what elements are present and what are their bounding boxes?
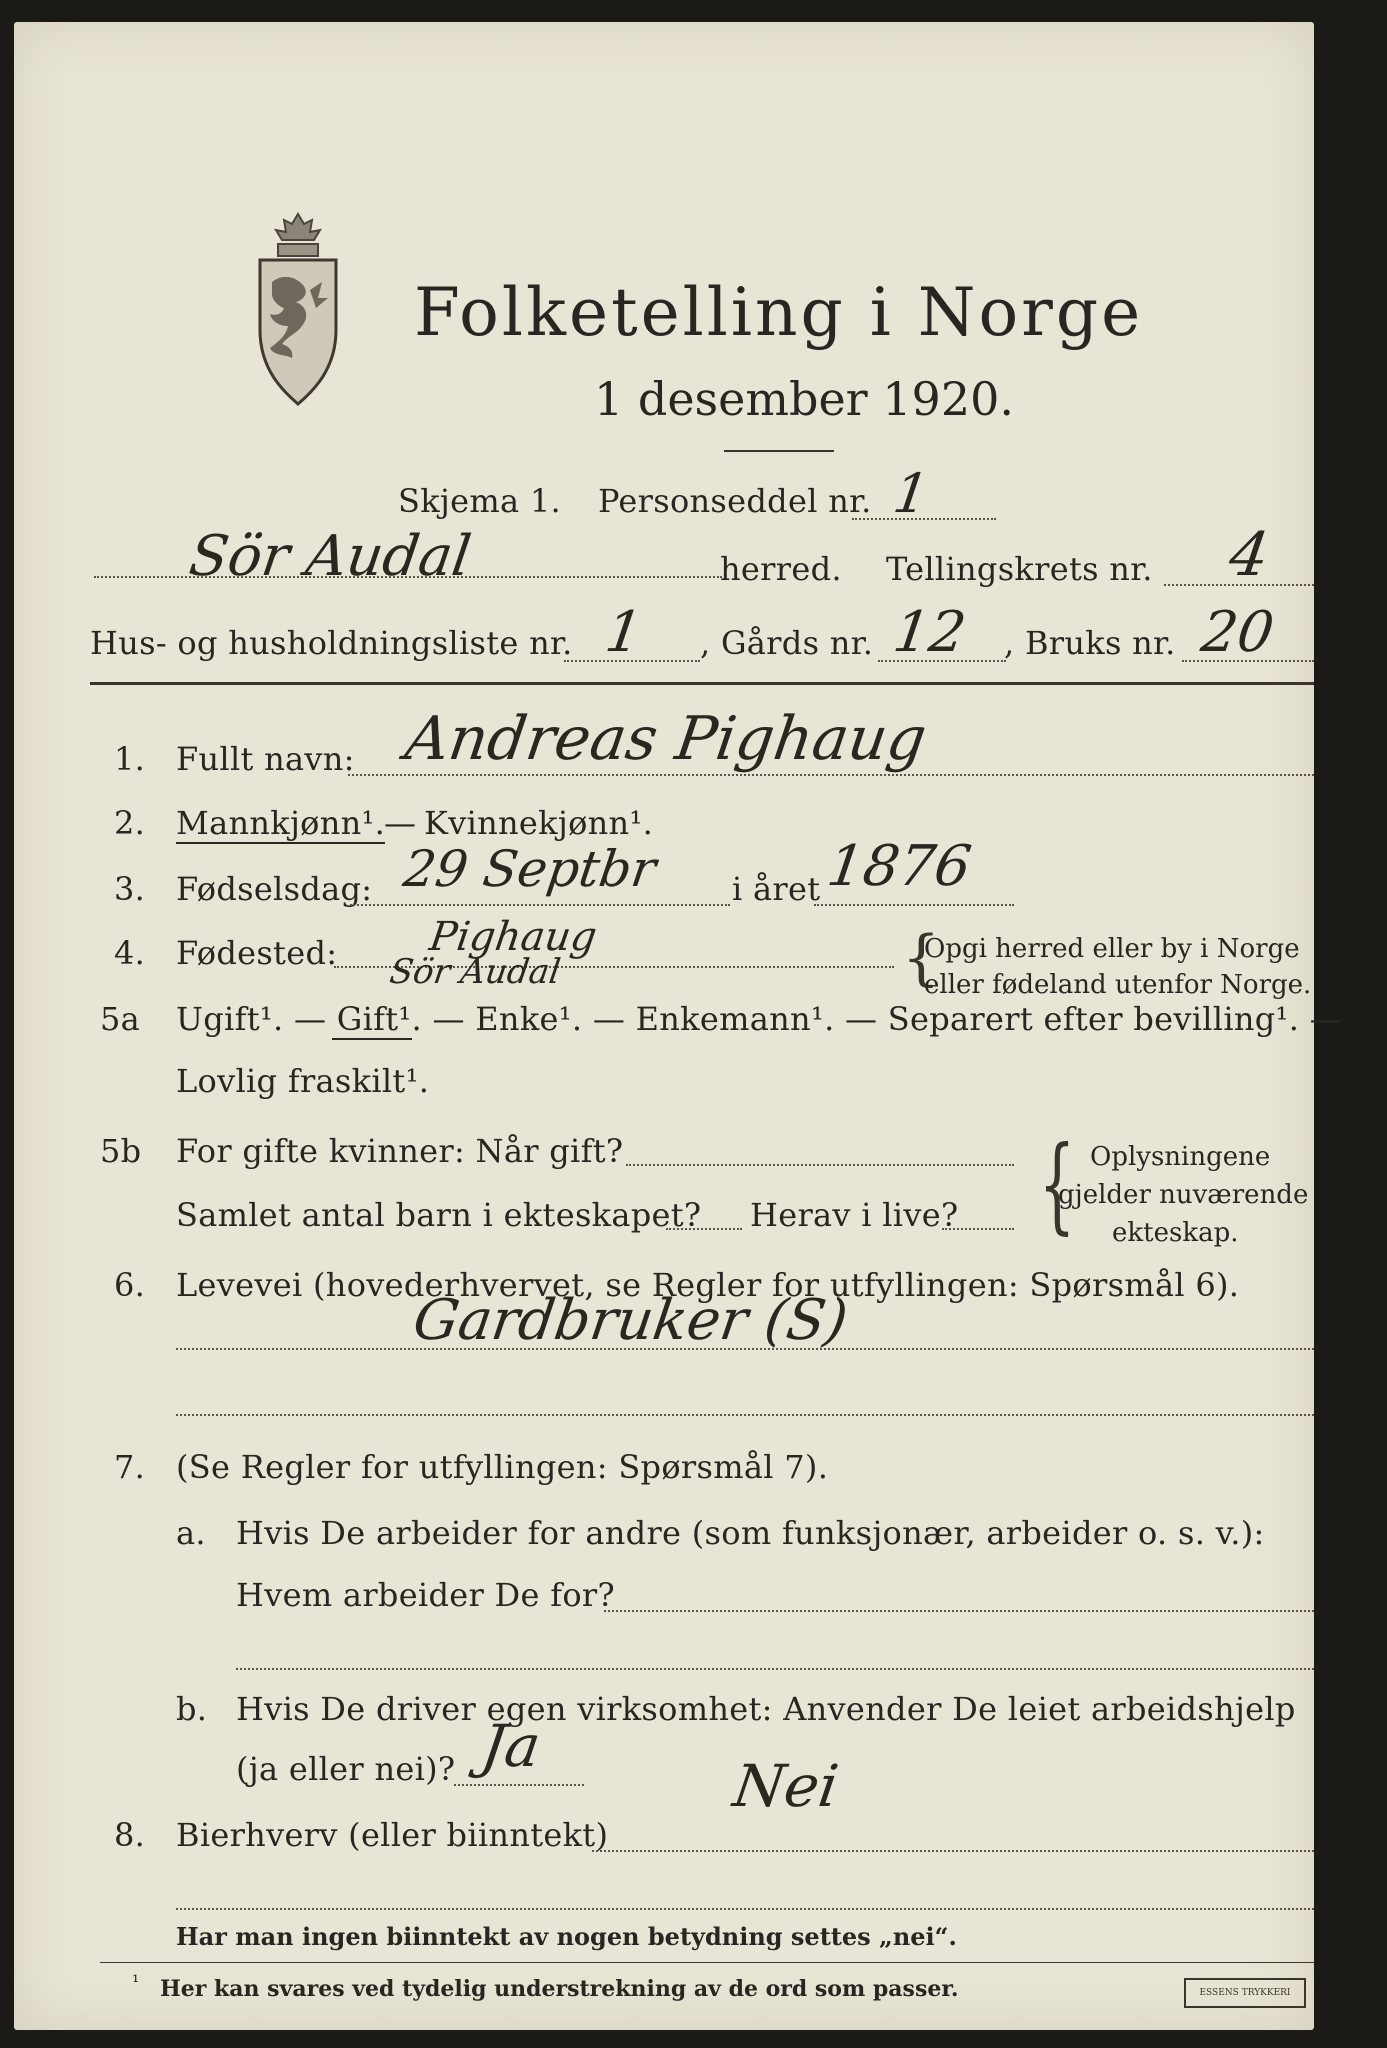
q5b-alive-line xyxy=(942,1228,1014,1230)
q5b-children-label: Samlet antal barn i ekteskapet? xyxy=(176,1196,702,1234)
bruks-value: 20 xyxy=(1197,600,1278,665)
personseddel-value: 1 xyxy=(889,462,933,525)
q5b-married-line xyxy=(626,1164,1014,1166)
q5b-brace: { xyxy=(1038,1123,1076,1245)
q3-label: Fødselsdag: xyxy=(176,870,373,908)
q7a-employer-line xyxy=(604,1610,1314,1612)
q5b-number: 5b xyxy=(100,1132,142,1170)
census-form-sheet xyxy=(14,22,1342,2030)
q3-day-line xyxy=(350,904,730,906)
q3-number: 3. xyxy=(114,870,146,908)
tellingskrets-label: Tellingskrets nr. xyxy=(886,550,1153,588)
birth-year-value: 1876 xyxy=(823,834,976,899)
gards-label: , Gårds nr. xyxy=(700,624,874,662)
hus-value: 1 xyxy=(601,600,647,665)
census-date: 1 desember 1920. xyxy=(594,372,1014,426)
herred-value: Sör Audal xyxy=(185,524,475,589)
full-name-value: Andreas Pighaug xyxy=(401,704,931,774)
footer-divider xyxy=(100,1962,1314,1963)
q6-label: Levevei (hovederhvervet, se Regler for utfyllingen: Spørsmål 6). xyxy=(176,1266,1240,1304)
q3-year-line xyxy=(814,904,1014,906)
q5b-line1: For gifte kvinner: Når gift? xyxy=(176,1132,624,1170)
q7a-letter: a. xyxy=(176,1514,206,1552)
q5b-children-line xyxy=(666,1228,742,1230)
q1-number: 1. xyxy=(114,740,146,778)
q7a-line1: Hvis De arbeider for andre (som funksjonær, arbeider o. s. v.): xyxy=(236,1514,1265,1552)
marital-status-options-2: Lovlig fraskilt¹. xyxy=(176,1062,430,1100)
form-title: Folketelling i Norge xyxy=(414,274,1144,351)
sex-male-option: Mannkjønn¹. xyxy=(176,804,386,842)
side-income-value: Nei xyxy=(729,1752,843,1820)
printer-stamp: ESSENS TRYKKERI xyxy=(1184,1978,1306,2008)
coat-of-arms-icon xyxy=(252,212,344,412)
birthplace-value: Pighaug xyxy=(426,914,600,960)
q3-year-label: i året xyxy=(732,870,821,908)
gards-value: 12 xyxy=(889,600,970,665)
sex-separator: — xyxy=(384,804,417,842)
hired-help-value: Ja xyxy=(477,1712,545,1780)
q7-number: 7. xyxy=(114,1448,146,1486)
q5b-note-3: ekteskap. xyxy=(1112,1218,1239,1248)
q7-label: (Se Regler for utfyllingen: Spørsmål 7). xyxy=(176,1448,829,1486)
tellingskrets-value: 4 xyxy=(1225,520,1274,590)
q4-brace: { xyxy=(902,923,941,993)
q1-label: Fullt navn: xyxy=(176,740,355,778)
footnote-mark: ¹ xyxy=(132,1972,140,1993)
sex-female-option: Kvinnekjønn¹. xyxy=(424,804,654,842)
q7b-line1: Hvis De driver egen virksomhet: Anvender De leiet arbeidshjelp xyxy=(236,1690,1296,1728)
q7a-employer-line-2 xyxy=(236,1668,1314,1670)
personseddel-label: Personseddel nr. xyxy=(598,482,872,520)
income-note: Har man ingen biinntekt av nogen betydning settes „nei“. xyxy=(176,1922,957,1951)
marital-status-options: Ugift¹. — Gift¹. — Enke¹. — Enkemann¹. — Separert efter bevilling¹. — xyxy=(176,1000,1342,1038)
footnote-text: Her kan svares ved tydelig understrekning av de ord som passer. xyxy=(160,1976,959,2002)
q1-line xyxy=(348,774,1314,776)
q6-number: 6. xyxy=(114,1266,146,1304)
q5b-note-1: Oplysningene xyxy=(1090,1142,1271,1172)
header-divider xyxy=(90,682,1314,685)
q5a-number: 5a xyxy=(100,1000,141,1038)
q4-note-1: Opgi herred eller by i Norge xyxy=(924,934,1300,964)
q7b-line2: (ja eller nei)? xyxy=(236,1750,456,1788)
bruks-label: , Bruks nr. xyxy=(1004,624,1176,662)
herred-label: herred. xyxy=(720,550,842,588)
q8-line-2 xyxy=(176,1908,1314,1910)
q7b-letter: b. xyxy=(176,1690,208,1728)
q4-number: 4. xyxy=(114,934,146,972)
q5b-note-2: gjelder nuværende xyxy=(1058,1180,1309,1210)
skjema-label: Skjema 1. xyxy=(398,482,561,520)
q8-label: Bierhverv (eller biinntekt) xyxy=(176,1816,609,1854)
q4-label: Fødested: xyxy=(176,934,338,972)
title-divider xyxy=(724,450,834,452)
q7b-answer-line xyxy=(454,1784,584,1786)
q8-number: 8. xyxy=(114,1816,146,1854)
gift-underline xyxy=(332,1038,412,1040)
hus-label: Hus- og husholdningsliste nr. xyxy=(90,624,573,662)
birth-day-value: 29 Septbr xyxy=(399,840,660,898)
q6-line-2 xyxy=(176,1414,1314,1416)
q8-line xyxy=(592,1850,1314,1852)
occupation-value: Gardbruker (S) xyxy=(409,1288,852,1353)
q4-note-2: eller fødeland utenfor Norge. xyxy=(924,970,1312,1000)
q7a-line2: Hvem arbeider De for? xyxy=(236,1576,615,1614)
q5b-alive-label: Herav i live? xyxy=(750,1196,959,1234)
birthplace-value-2: Sör Audal xyxy=(387,952,563,992)
q2-number: 2. xyxy=(114,804,146,842)
